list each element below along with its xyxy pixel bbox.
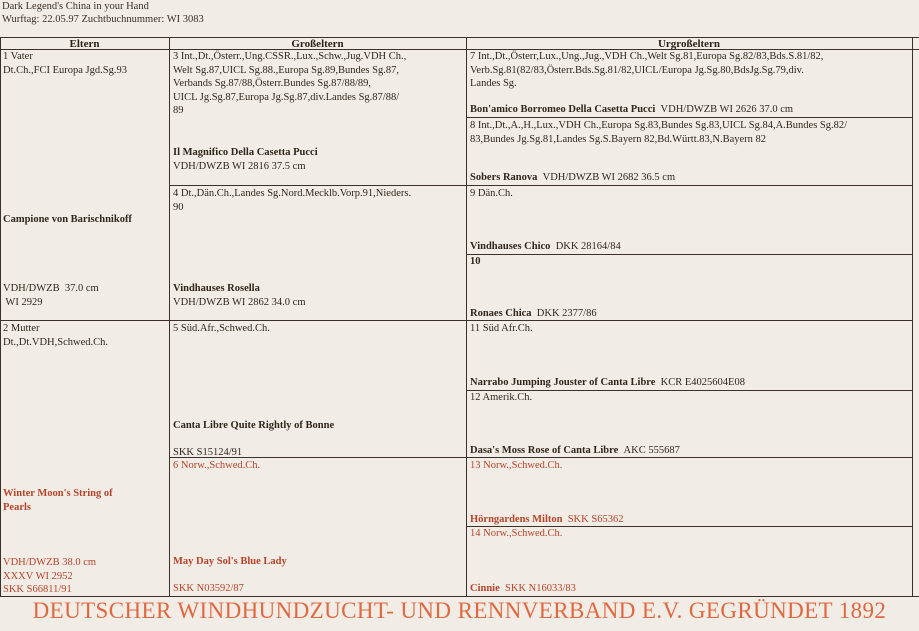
ggp-14-titles: 14 Norw.,Schwed.Ch. — [470, 528, 563, 539]
ggp-12-line — [470, 444, 910, 458]
ggp-8-name: Sobers Ranova — [470, 172, 538, 183]
ggp-12-registration: AKC 555687 — [623, 445, 680, 456]
ggp-8-line — [470, 171, 910, 185]
grandparent-3-titles: 3 Int.,Dt.,Österr.,Ung.CSSR.,Lux.,Schw.,Jug.VDH Ch., Welt Sg.87,UICL Sg.88.,Europa Sg.89,Bundes Sg.87, Verbands Sg.87/88,Österr.Bundes Sg.87/88/89, UICL Jg.Sg.87,Europa Jg.Sg.87,div.Landes Sg.87/88/ 89 — [173, 51, 407, 116]
grandparent-3-name: Il Magnifico Della Casetta Pucci — [173, 147, 318, 158]
association-footer: DEUTSCHER WINDHUNDZUCHT- UND RENNVERBAND E.V. GEGRÜNDET 1892 — [32, 598, 887, 623]
ggp-11-line — [470, 376, 910, 390]
litter-info: Wurftag: 22.05.97 Zuchtbuchnummer: WI 3083 — [2, 14, 204, 25]
mother-registration: VDH/DWZB 38.0 cm XXXV WI 2952 SKK S66811/91 — [3, 557, 97, 595]
parents-split — [0, 320, 467, 321]
grandparent-6-titles: 6 Norw.,Schwed.Ch. — [173, 460, 261, 471]
ggp-10-titles: 10 — [470, 256, 481, 267]
father-titles: 1 Vater Dt.Ch.,FCI Europa Jgd.Sg.93 — [3, 51, 127, 76]
ggp-13-line — [470, 513, 910, 527]
column-header-grosseltern: Großeltern — [291, 38, 344, 50]
grandparent-4-titles: 4 Dt.,Dän.Ch.,Landes Sg.Nord.Mecklb.Vorp.91,Nieders. 90 — [173, 188, 412, 213]
ggp-14-registration: SKK N16033/83 — [505, 583, 576, 594]
pedigree-header — [2, 0, 204, 26]
column-header-eltern: Eltern — [69, 38, 100, 50]
grandparent-6-registration: SKK N03592/87 — [173, 583, 244, 594]
ggp-7-line — [470, 103, 910, 117]
ggp-9-registration: DKK 28164/84 — [555, 241, 621, 252]
ggp-12-titles: 12 Amerik.Ch. — [470, 392, 533, 403]
grandparent-5-name: Canta Libre Quite Rightly of Bonne — [173, 420, 335, 431]
ggp-8-titles: 8 Int.,Dt.,A.,H.,Lux.,VDH Ch.,Europa Sg.83,Bundes Sg.83,UICL Sg.84,A.Bundes Sg.82/ 83,Bundes Jg.Sg.81,Landes Sg.S.Bayern 82,Bd.Württ.83,N.Bayern 82 — [470, 120, 848, 145]
ggp-11-name: Narrabo Jumping Jouster of Canta Libre — [470, 377, 656, 388]
ggp-13-titles: 13 Norw.,Schwed.Ch. — [470, 460, 563, 471]
ggp-10-registration: DKK 2377/86 — [536, 308, 597, 319]
ggp-9-name: Vindhauses Chico — [470, 241, 551, 252]
ggp-7-name: Bon'amico Borromeo Della Casetta Pucci — [470, 104, 656, 115]
grandparent-6-name: May Day Sol's Blue Lady — [173, 556, 287, 567]
ggp-10-line — [470, 307, 910, 321]
ggp-11-titles: 11 Süd Afr.Ch. — [470, 323, 533, 334]
ggp-split-7-8 — [466, 117, 913, 118]
grandparent-4-name: Vindhauses Rosella — [173, 283, 260, 294]
grandparent-4-registration: VDH/DWZB WI 2862 34.0 cm — [173, 297, 306, 308]
ggp-14-name: Cinnie — [470, 583, 500, 594]
ggp-split-8-9 — [466, 185, 913, 186]
ggp-14-line — [470, 582, 910, 596]
mother-name: Winter Moon's String of Pearls — [3, 488, 113, 513]
ggp-13-registration: SKK S65362 — [567, 514, 624, 525]
ggp-11-registration: KCR E4025604E08 — [660, 377, 745, 388]
mother-titles: 2 Mutter Dt.,Dt.VDH,Schwed.Ch. — [3, 323, 108, 348]
col-separator-1 — [169, 37, 170, 597]
table-right-border — [912, 37, 913, 597]
ggp-10-name: Ronaes Chica — [470, 308, 532, 319]
dog-title: Dark Legend's China in your Hand — [2, 1, 149, 12]
column-header-urgrosseltern: Urgroßeltern — [657, 38, 721, 50]
grandparent-5-titles: 5 Süd.Afr.,Schwed.Ch. — [173, 323, 270, 334]
ggp-7-registration: VDH/DWZB WI 2626 37.0 cm — [660, 104, 794, 115]
father-registration: VDH/DWZB 37.0 cm WI 2929 — [3, 283, 99, 308]
ggp-13-name: Hörngardens Milton — [470, 514, 563, 525]
table-left-border — [0, 37, 1, 597]
father-name: Campione von Barischnikoff — [3, 214, 132, 225]
ggp-7-titles: 7 Int.,Dt.,Österr,Lux.,Ung.,Jug.,VDH Ch.,Welt Sg.81,Europa Sg.82/83,Bds.S.81/82, Verb.Sg.81(82/83,Österr.Bds.Sg.81/82,UICL/Europa Jg.Sg.80,BdsJg.Sg.79,div. Landes Sg. — [470, 51, 824, 89]
grandparent-3-registration: VDH/DWZB WI 2816 37.5 cm — [173, 161, 306, 172]
ggp-12-name: Dasa's Moss Rose of Canta Libre — [470, 445, 619, 456]
ggp-8-registration: VDH/DWZB WI 2682 36.5 cm — [542, 172, 676, 183]
ggp-9-titles: 9 Dän.Ch. — [470, 188, 513, 199]
ggp-9-line — [470, 240, 910, 254]
grandparents-split-1 — [169, 185, 467, 186]
grandparent-5-registration: SKK S15124/91 — [173, 447, 243, 458]
col-separator-2 — [466, 37, 467, 597]
